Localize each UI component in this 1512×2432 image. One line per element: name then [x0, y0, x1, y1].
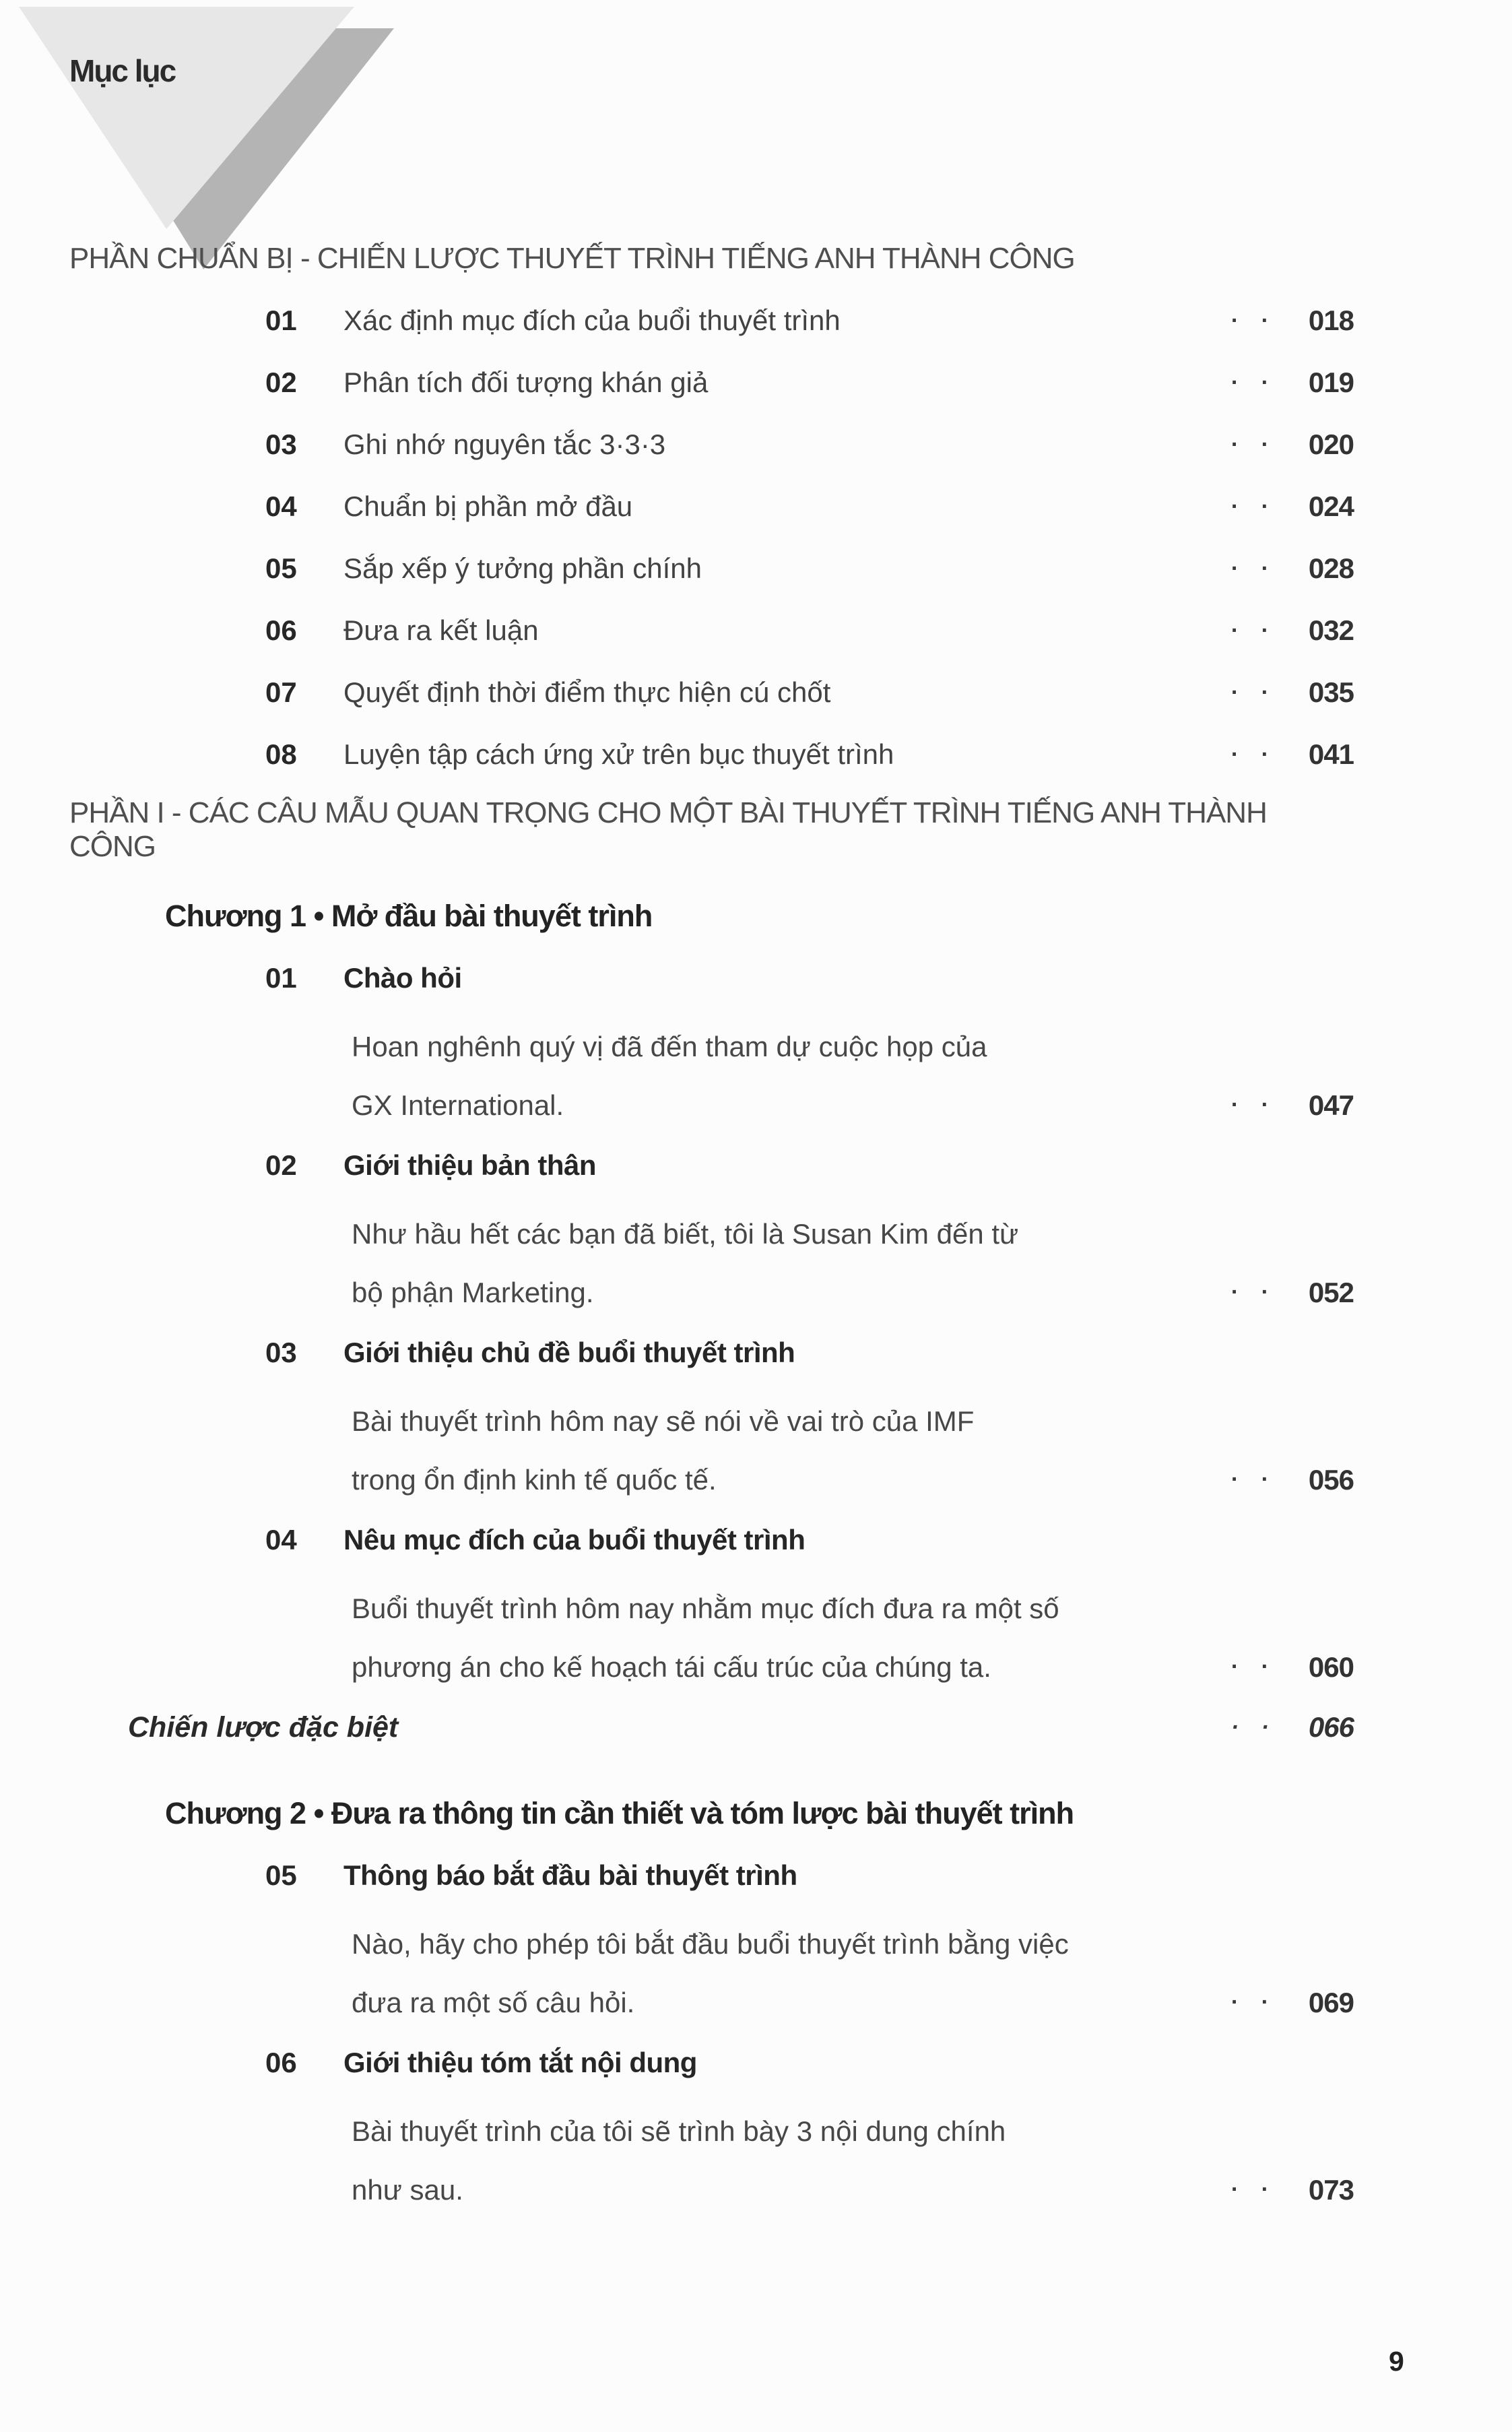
toc-item-row [0, 476, 1512, 538]
toc-text: bộ phận Marketing. [352, 1276, 594, 1308]
part-heading-text: PHẦN I - CÁC CÂU MẪU QUAN TRỌNG CHO MỘT BÀI THUYẾT TRÌNH TIẾNG ANH THÀNH CÔNG [69, 796, 1267, 863]
toc-title: Giới thiệu chủ đề buổi thuyết trình [343, 1337, 795, 1368]
page-ref-number: 018 [1308, 305, 1354, 336]
page-ref-number: 056 [1308, 1463, 1354, 1496]
toc-number: 01 [265, 305, 297, 336]
toc-text: Chiến lược đặc biệt [128, 1710, 399, 1743]
page-ref [1231, 1464, 1354, 1496]
leader-dots: · · [1230, 1092, 1277, 1118]
toc-title: Giới thiệu bản thân [343, 1149, 597, 1181]
muc-luc-label: Mục lục [69, 53, 176, 88]
leader-dots: · · [1230, 555, 1277, 581]
toc-number: 03 [265, 428, 297, 460]
toc-item-row [0, 538, 1512, 600]
page-ref [1231, 1651, 1354, 1684]
toc-title: Sắp xếp ý tưởng phần chính [343, 552, 702, 584]
toc-special-row [0, 1696, 1512, 1758]
toc-number: 02 [265, 1149, 297, 1181]
page-ref-number: 019 [1308, 366, 1354, 398]
toc-chapter-row [0, 885, 1512, 947]
toc-part-row [0, 796, 1512, 863]
toc-text: đưa ra một số câu hỏi. [352, 1986, 635, 2018]
page-ref [1231, 428, 1354, 461]
toc-subline-row [0, 1973, 1512, 2032]
toc-title: Quyết định thời điểm thực hiện cú chốt [343, 676, 831, 708]
page-ref [1231, 552, 1354, 585]
toc-title: Thông báo bắt đầu bài thuyết trình [343, 1859, 797, 1891]
toc-subline-row [0, 1263, 1512, 1322]
toc-number: 08 [265, 738, 297, 770]
toc-entry-row [0, 2032, 1512, 2094]
toc-entry-row [0, 1509, 1512, 1571]
toc-number: 05 [265, 1859, 297, 1891]
leader-dots: · · [1230, 2177, 1277, 2202]
toc-text: Bài thuyết trình của tôi sẽ trình bày 3 nội dung chính [352, 2115, 1006, 2147]
leader-dots: · · [1230, 679, 1277, 705]
page-ref-number: 024 [1308, 490, 1354, 522]
page-ref-number: 073 [1308, 2173, 1354, 2206]
page-ref [1231, 2174, 1354, 2206]
page-ref-number: 041 [1308, 738, 1354, 770]
toc-title: Giới thiệu tóm tắt nội dung [343, 2047, 697, 2078]
toc-item-row [0, 414, 1512, 476]
toc-item-row [0, 290, 1512, 352]
toc-item-row [0, 600, 1512, 662]
toc-title: Chào hỏi [343, 962, 462, 994]
toc-title: Xác định mục đích của buổi thuyết trình [343, 305, 841, 336]
leader-dots: · · [1230, 1279, 1277, 1305]
page-ref [1231, 738, 1354, 771]
toc-number: 02 [265, 366, 297, 398]
toc-subline-row [0, 1205, 1512, 1263]
chapter-heading-text: Chương 1 • Mở đầu bài thuyết trình [165, 899, 653, 933]
toc-number: 07 [265, 676, 297, 708]
toc-subline-row [0, 1450, 1512, 1509]
toc-entry-row [0, 1845, 1512, 1907]
page-ref-number: 035 [1308, 676, 1354, 708]
page-ref [1231, 490, 1354, 523]
toc-text: Buổi thuyết trình hôm nay nhằm mục đích đưa ra một số [352, 1592, 1059, 1624]
toc-number: 05 [265, 552, 297, 584]
leader-dots: · · [1230, 369, 1277, 395]
toc-subline-row [0, 1076, 1512, 1134]
toc-entry-row [0, 1322, 1512, 1384]
toc-subline-row [0, 1017, 1512, 1076]
toc-number: 04 [265, 490, 297, 522]
toc-text: trong ổn định kinh tế quốc tế. [352, 1463, 717, 1496]
leader-dots: · · [1230, 307, 1277, 333]
leader-dots: · · [1230, 493, 1277, 519]
page-ref [1231, 676, 1354, 709]
toc-part-row [0, 228, 1512, 290]
toc-text: Bài thuyết trình hôm nay sẽ nói về vai trò của IMF [352, 1405, 975, 1437]
leader-dots: · · [1230, 1467, 1277, 1492]
page-ref [1231, 305, 1354, 337]
toc-subline-row [0, 2102, 1512, 2161]
toc-subline-row [0, 2161, 1512, 2219]
page-ref [1231, 1089, 1354, 1122]
page-ref-number: 020 [1308, 428, 1354, 460]
toc-text: Hoan nghênh quý vị đã đến tham dự cuộc họp của [352, 1030, 987, 1062]
toc-subline-row [0, 1579, 1512, 1638]
page-ref-number: 069 [1308, 1986, 1354, 2018]
toc-item-row [0, 662, 1512, 724]
page-ref [1231, 1711, 1354, 1743]
leader-dots: · · [1230, 617, 1277, 643]
leader-dots: · · [1230, 741, 1277, 767]
leader-dots: · · [1230, 1714, 1277, 1740]
toc-text: GX International. [352, 1089, 564, 1121]
toc-text: phương án cho kế hoạch tái cấu trúc của chúng ta. [352, 1651, 991, 1683]
toc-number: 06 [265, 2047, 297, 2078]
toc-subline-row [0, 1638, 1512, 1696]
page-ref [1231, 1987, 1354, 2019]
page-ref-number: 052 [1308, 1276, 1354, 1308]
toc-list [0, 228, 1512, 2219]
page-ref-number: 060 [1308, 1651, 1354, 1683]
toc-text: Nào, hãy cho phép tôi bắt đầu buổi thuyết trình bằng việc [352, 1927, 1069, 1960]
toc-title: Phân tích đối tượng khán giả [343, 366, 709, 398]
page-ref [1231, 366, 1354, 399]
toc-title: Nêu mục đích của buổi thuyết trình [343, 1524, 806, 1556]
page-ref-number: 066 [1308, 1711, 1354, 1743]
toc-text: Như hầu hết các bạn đã biết, tôi là Susan Kim đến từ [352, 1217, 1019, 1250]
toc-subline-row [0, 1392, 1512, 1450]
toc-chapter-row [0, 1783, 1512, 1845]
leader-dots: · · [1230, 431, 1277, 457]
chapter-heading-text: Chương 2 • Đưa ra thông tin cần thiết và tóm lược bài thuyết trình [165, 1796, 1074, 1830]
toc-title: Ghi nhớ nguyên tắc 3·3·3 [343, 428, 666, 460]
toc-entry-row [0, 947, 1512, 1009]
toc-number: 04 [265, 1524, 297, 1556]
page-ref-number: 032 [1308, 614, 1354, 646]
toc-subline-row [0, 1915, 1512, 1973]
page-ref [1231, 1277, 1354, 1309]
toc-number: 01 [265, 962, 297, 994]
page-ref-number: 047 [1308, 1089, 1354, 1121]
leader-dots: · · [1230, 1654, 1277, 1679]
footer-page-number: 9 [1389, 2346, 1404, 2377]
toc-item-row [0, 724, 1512, 786]
toc-entry-row [0, 1134, 1512, 1196]
toc-title: Chuẩn bị phần mở đầu [343, 490, 633, 522]
page-ref [1231, 614, 1354, 647]
page-ref-number: 028 [1308, 552, 1354, 584]
toc-number: 06 [265, 614, 297, 646]
toc-text: như sau. [352, 2173, 463, 2206]
leader-dots: · · [1230, 1989, 1277, 2015]
part-heading-text: PHẦN CHUẨN BỊ - CHIẾN LƯỢC THUYẾT TRÌNH TIẾNG ANH THÀNH CÔNG [69, 242, 1075, 275]
toc-title: Luyện tập cách ứng xử trên bục thuyết trình [343, 738, 894, 770]
toc-item-row [0, 352, 1512, 414]
toc-title: Đưa ra kết luận [343, 614, 539, 646]
toc-number: 03 [265, 1337, 297, 1368]
